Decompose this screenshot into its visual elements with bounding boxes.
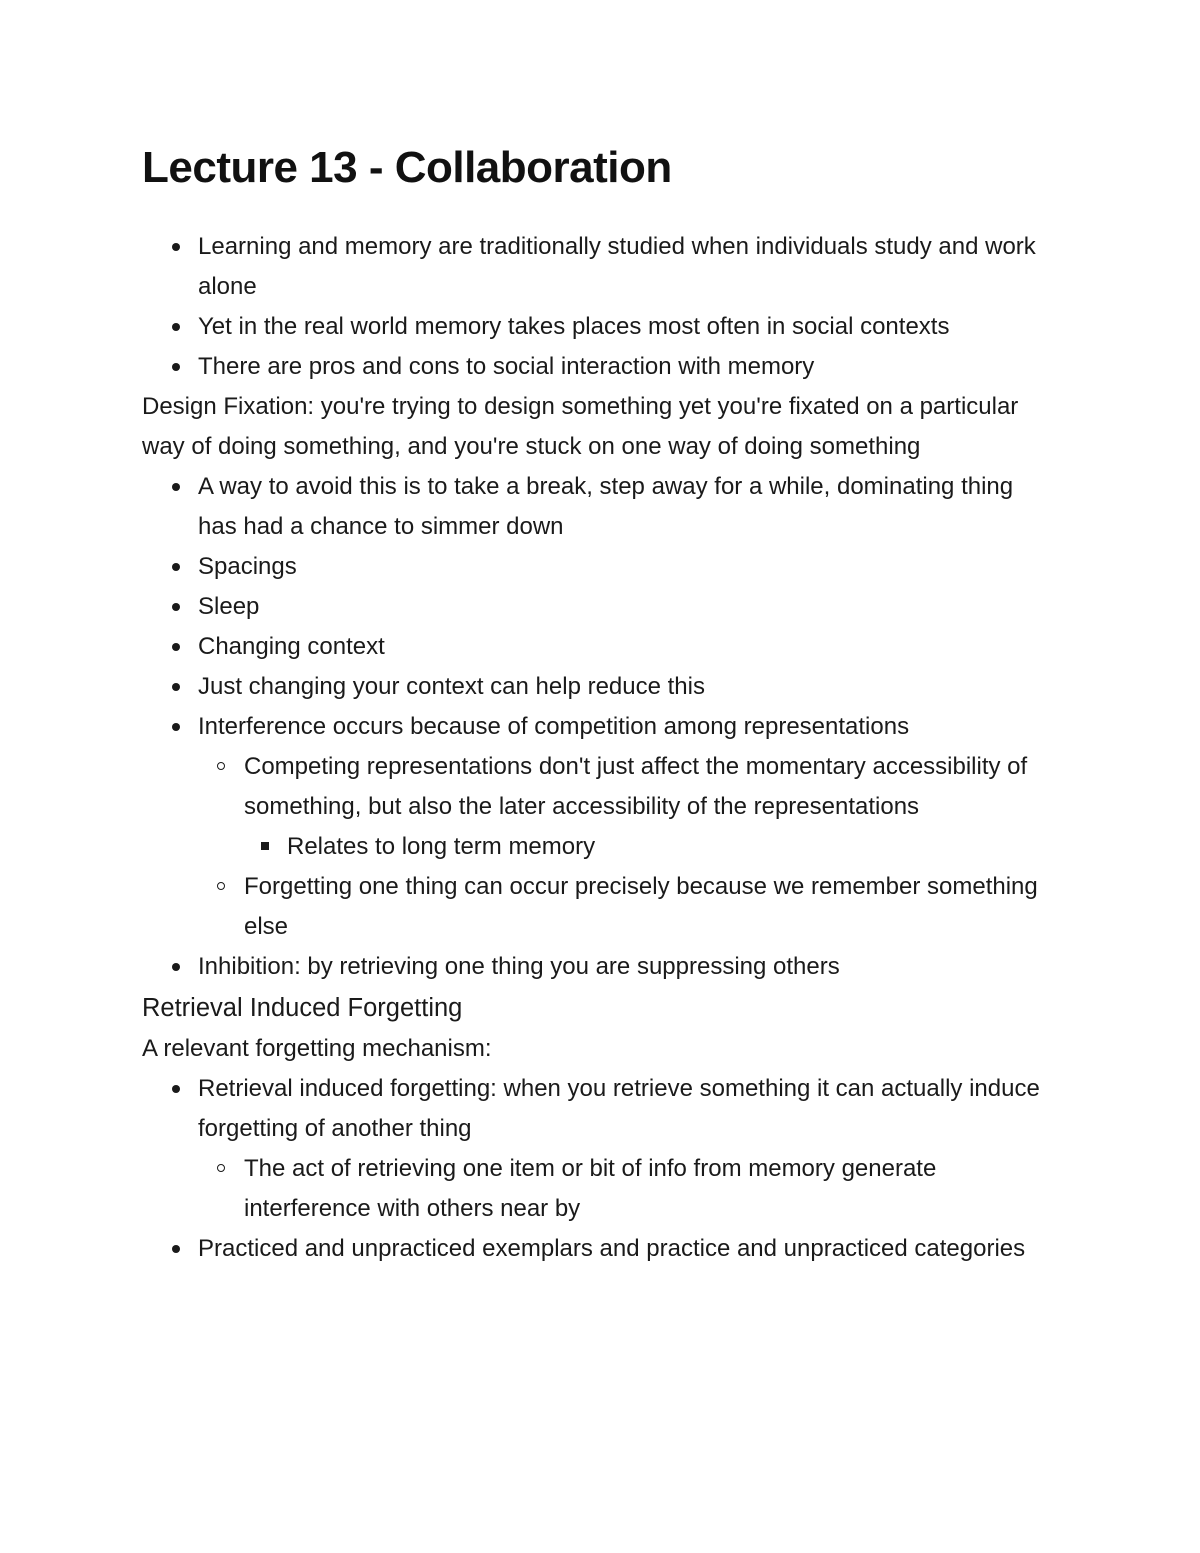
list-item-text: A way to avoid this is to take a break, step away for a while, dominating thing has had a chance to simmer down <box>198 473 1014 540</box>
list-item <box>142 547 1052 587</box>
list-item <box>142 587 1052 627</box>
list-item-text: Forgetting one thing can occur precisely because we remember something else <box>244 873 1038 940</box>
intro-list <box>142 227 1052 387</box>
list-item <box>142 227 1052 307</box>
document-body <box>142 227 1052 1269</box>
list-item <box>142 707 1052 947</box>
list-item-text: The act of retrieving one item or bit of info from memory generate interference with others near by <box>244 1155 937 1222</box>
list-item <box>142 627 1052 667</box>
list-item-text: Learning and memory are traditionally studied when individuals study and work alone <box>198 233 1036 300</box>
interference-subsublist <box>244 827 1052 867</box>
list-item-text: Practiced and unpracticed exemplars and practice and unpracticed categories <box>198 1235 1026 1262</box>
section-heading: Retrieval Induced Forgetting <box>142 994 463 1022</box>
list-item <box>198 747 1052 867</box>
list-item-text: There are pros and cons to social interaction with memory <box>198 353 815 380</box>
bullet-icon <box>172 323 180 331</box>
design-fixation-list <box>142 467 1052 987</box>
list-item <box>142 467 1052 547</box>
list-item-text: Just changing your context can help reduce this <box>198 673 705 700</box>
list-item-text: Retrieval induced forgetting: when you retrieve something it can actually induce forgetting of another thing <box>198 1075 1040 1142</box>
list-item <box>198 867 1052 947</box>
circle-bullet-icon <box>217 882 225 890</box>
list-item <box>142 347 1052 387</box>
list-item-text: Relates to long term memory <box>287 833 596 860</box>
bullet-icon <box>172 603 180 611</box>
bullet-icon <box>172 683 180 691</box>
list-item <box>142 1069 1052 1229</box>
page-title: Lecture 13 - Collaboration <box>142 143 672 192</box>
list-item-text: Changing context <box>198 633 385 660</box>
rif-sublist <box>198 1149 1052 1229</box>
list-item <box>142 947 1052 987</box>
rif-intro: A relevant forgetting mechanism: <box>142 1035 492 1062</box>
design-fixation-paragraph: Design Fixation: you're trying to design something yet you're fixated on a particular way of doing something, and you're stuck on one way of doing something <box>142 393 1019 460</box>
bullet-icon <box>172 643 180 651</box>
list-item <box>142 1229 1052 1269</box>
interference-sublist <box>198 747 1052 947</box>
bullet-icon <box>172 723 180 731</box>
list-item-text: Interference occurs because of competition among representations <box>198 713 910 740</box>
list-item <box>142 667 1052 707</box>
square-bullet-icon <box>261 842 269 850</box>
bullet-icon <box>172 563 180 571</box>
list-item-text: Sleep <box>198 593 260 620</box>
bullet-icon <box>172 1245 180 1253</box>
list-item-text: Spacings <box>198 553 297 580</box>
bullet-icon <box>172 963 180 971</box>
bullet-icon <box>172 363 180 371</box>
bullet-icon <box>172 483 180 491</box>
list-item <box>244 827 1052 867</box>
list-item-text: Competing representations don't just affect the momentary accessibility of something, but also the later accessibility of the representations <box>244 753 1028 820</box>
bullet-icon <box>172 243 180 251</box>
circle-bullet-icon <box>217 1164 225 1172</box>
list-item <box>198 1149 1052 1229</box>
list-item-text: Yet in the real world memory takes places most often in social contexts <box>198 313 950 340</box>
list-item-text: Inhibition: by retrieving one thing you are suppressing others <box>198 953 840 980</box>
bullet-icon <box>172 1085 180 1093</box>
circle-bullet-icon <box>217 762 225 770</box>
rif-list <box>142 1069 1052 1269</box>
list-item <box>142 307 1052 347</box>
